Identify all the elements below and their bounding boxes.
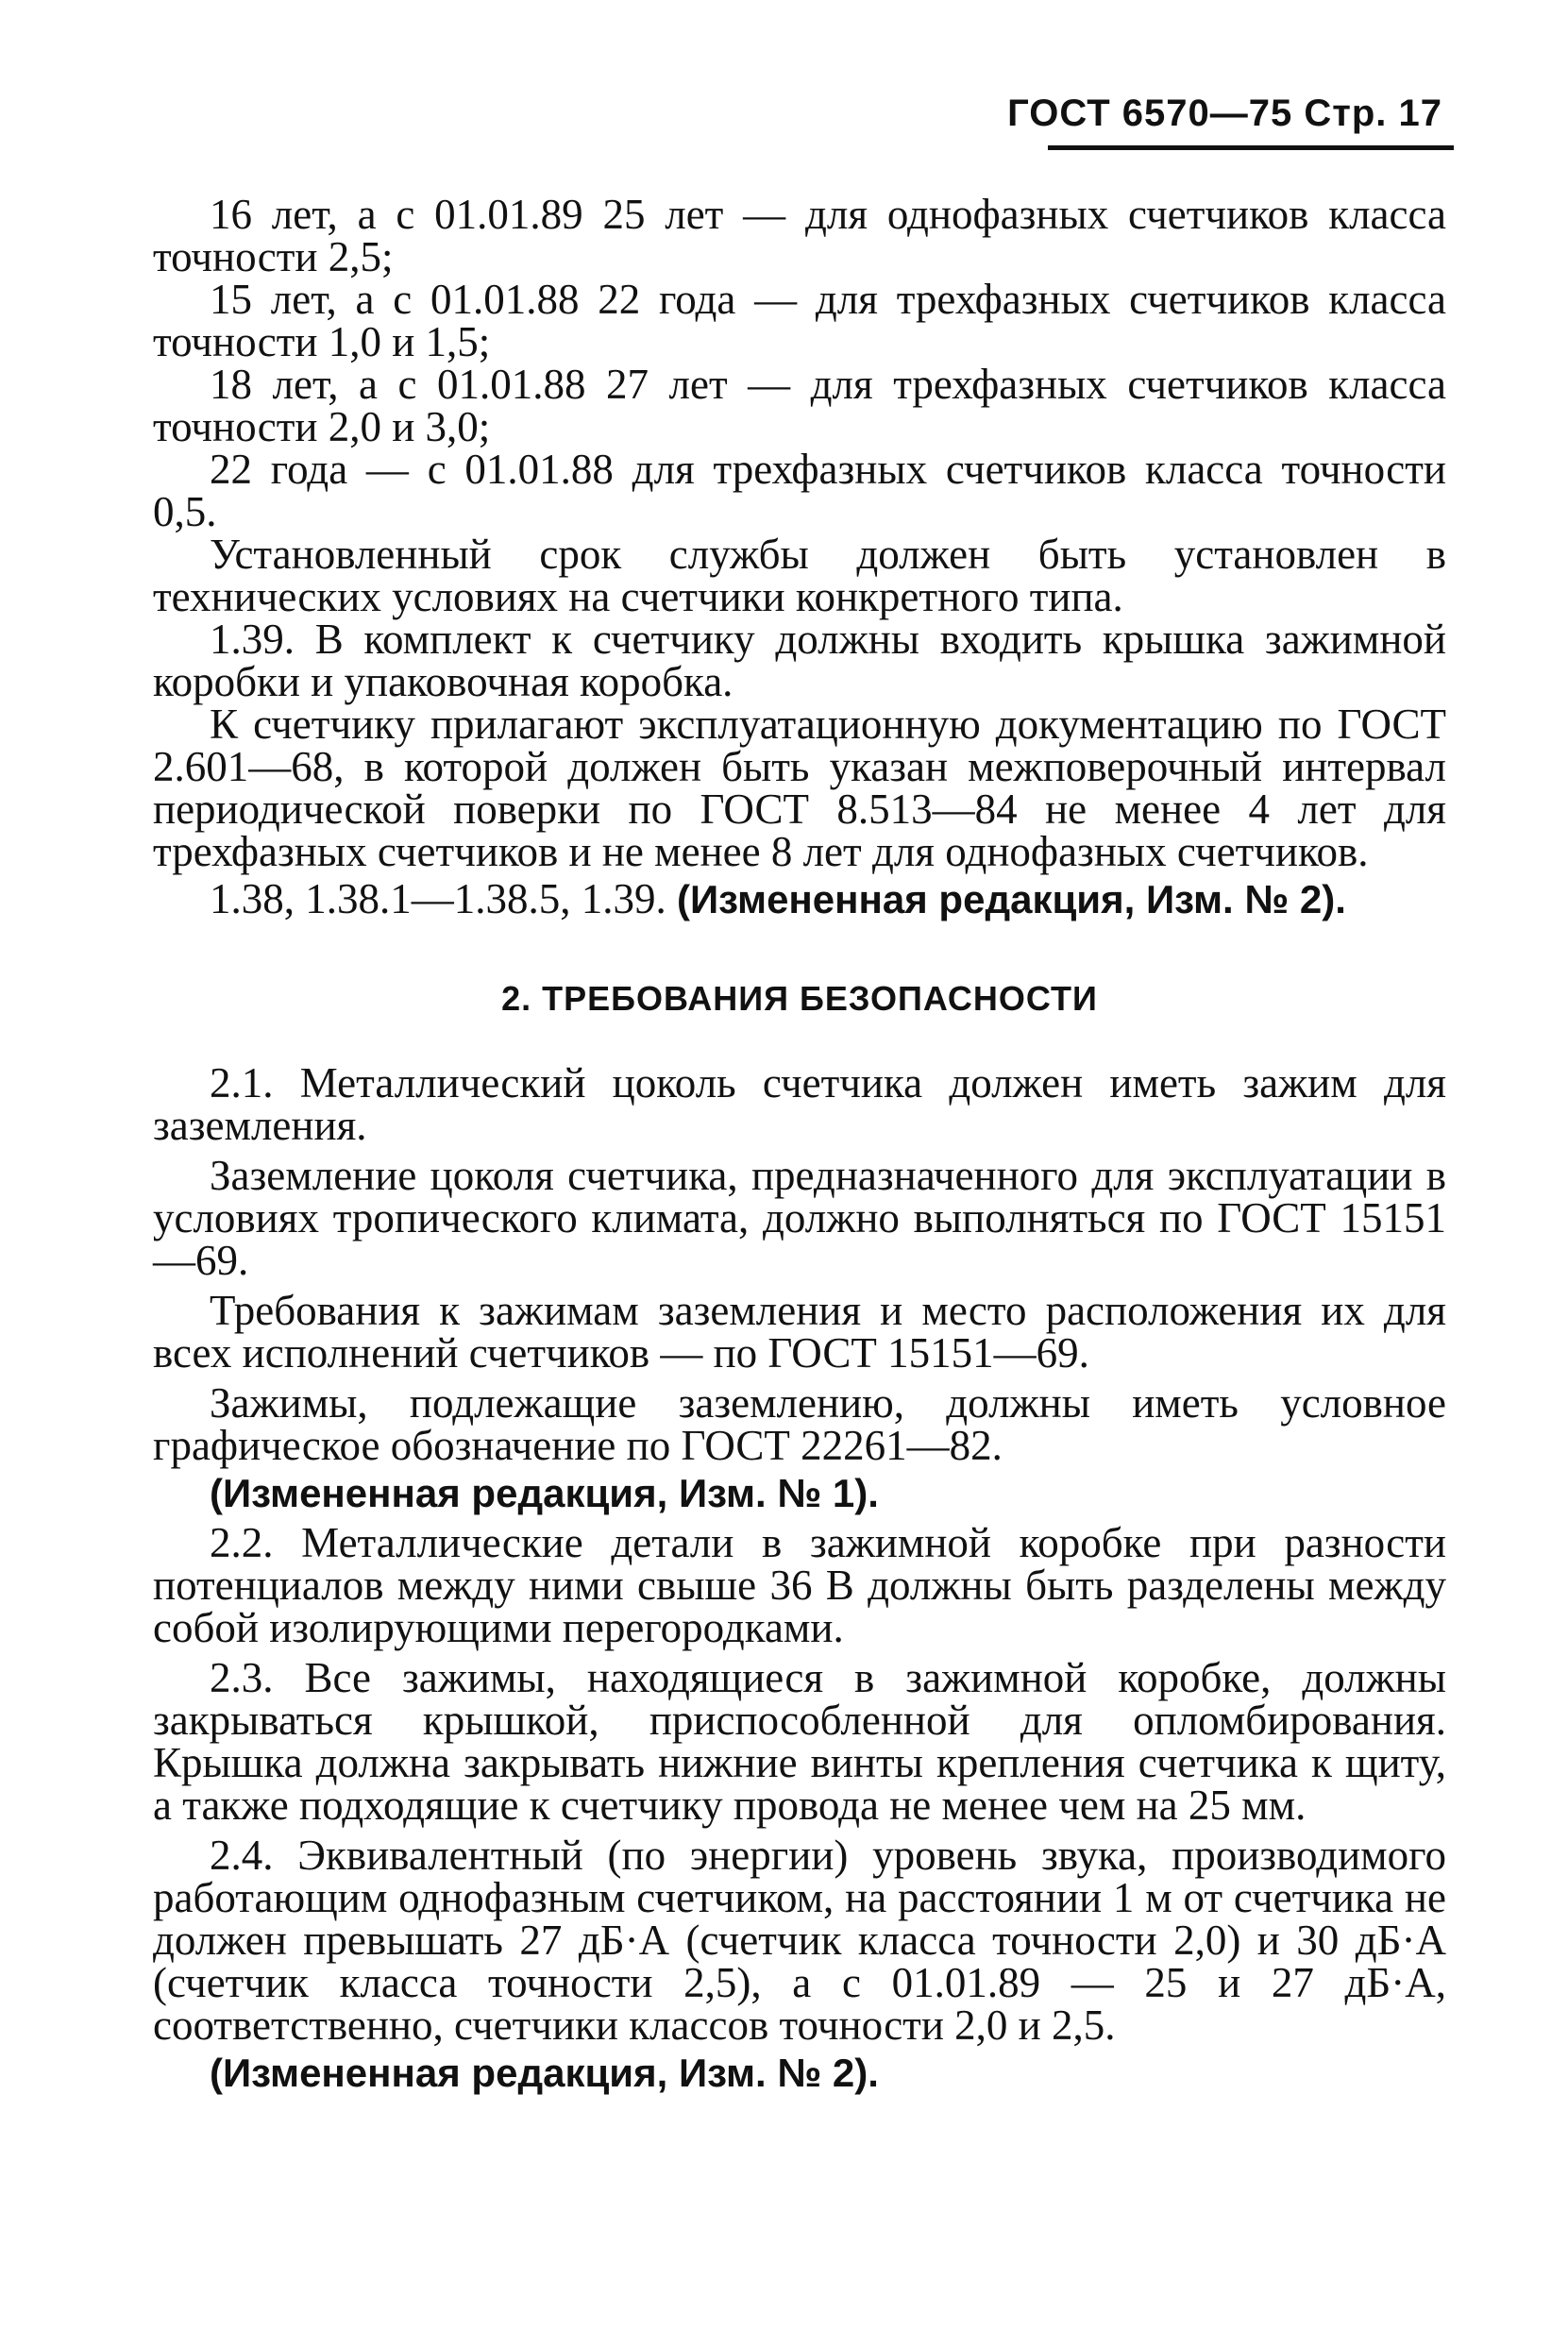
paragraph: 2.2. Металлические детали в зажимной коробке при разности потенциалов между ними свыше 36 В должны быть разделены между собой изолирующими перегородками. [153,1519,1446,1651]
page-header [1007,87,1454,162]
paragraph: Зажимы, подлежащие заземлению, должны иметь условное графическое обозначение по ГОСТ 22261—82. [153,1379,1446,1469]
change-note-refs: 1.38, 1.38.1—1.38.5, 1.39. [210,875,666,922]
change-note: (Измененная редакция, Изм. № 1). [210,1471,879,1515]
paragraph: 2.4. Эквивалентный (по энергии) уровень звука, производимого работающим однофазным счетчиком, на расстоянии 1 м от счетчика не должен превышать 27 дБ·А (счетчик класса точности 2,0) и 30 дБ·А (счетчик класса точности 2,5), а с 01.01.89 — 25 и 27 дБ·А, соответственно, счетчики классов точности 2,0 и 2,5. [153,1832,1446,2049]
paragraph: 18 лет, а с 01.01.88 27 лет — для трехфазных счетчиков класса точности 2,0 и 3,0; [153,361,1446,450]
paragraph: Заземление цоколя счетчика, предназначенного для эксплуатации в условиях тропического климата, должно выполняться по ГОСТ 15151—69. [153,1152,1446,1284]
change-note: (Измененная редакция, Изм. № 2). [210,2051,879,2095]
paragraph: 15 лет, а с 01.01.88 22 года — для трехфазных счетчиков класса точности 1,0 и 1,5; [153,276,1446,365]
paragraph: 22 года — с 01.01.88 для трехфазных счетчиков класса точности 0,5. [153,446,1446,535]
document-body [153,191,1446,2095]
paragraph: Установленный срок службы должен быть установлен в технических условиях на счетчики конкретного типа. [153,531,1446,620]
paragraph: 16 лет, а с 01.01.89 25 лет — для однофазных счетчиков класса точности 2,5; [153,191,1446,280]
page-header-title: ГОСТ 6570—75 Стр. 17 [1007,93,1442,134]
paragraph: К счетчику прилагают эксплуатационную документацию по ГОСТ 2.601—68, в которой должен быть указан межповерочный интервал периодической поверки по ГОСТ 8.513—84 не менее 4 лет для трехфазных счетчиков и не менее 8 лет для однофазных счетчиков. [153,701,1446,875]
paragraph: 2.1. Металлический цоколь счетчика должен иметь зажим для заземления. [153,1059,1446,1149]
paragraph: Требования к зажимам заземления и место расположения их для всех исполнений счетчиков — по ГОСТ 15151—69. [153,1287,1446,1377]
header-rule [1048,145,1454,150]
paragraph: 1.39. В комплект к счетчику должны входить крышка зажимной коробки и упаковочная коробка. [153,616,1446,705]
paragraph: 2.3. Все зажимы, находящиеся в зажимной коробке, должны закрываться крышкой, приспособленной для опломбирования. Крышка должна закрывать нижние винты крепления счетчика к щиту, а также подходящие к счетчику провода не менее чем на 25 мм. [153,1654,1446,1829]
change-note: (Измененная редакция, Изм. № 2). [677,877,1346,921]
change-note-line [153,875,1446,922]
section-heading: 2. ТРЕБОВАНИЯ БЕЗОПАСНОСТИ [501,979,1098,1018]
